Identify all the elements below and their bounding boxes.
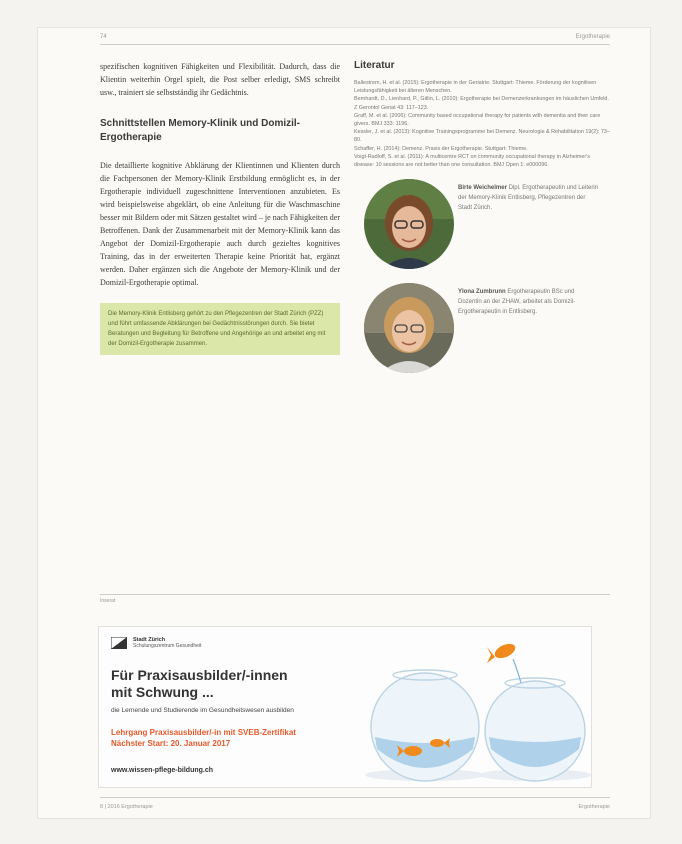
- intro-paragraph: spezifischen kognitiven Fähigkeiten und Flexibilität. Dadurch, dass die Klientin weiterhin Orgel spielt, die Post selber erledigt, SMS schreibt usw., trainiert sie selbstständig ihr Gedächtnis.: [100, 62, 340, 97]
- org-department: Schulungszentrum Gesundheit: [133, 643, 202, 649]
- literature-item: Kessler, J. et al. (2013): Kognitive Trainingsprogramme bei Demenz. Neurologie & Rehabilitation 19(2): 73–80.: [354, 129, 610, 144]
- author-bio-text: Dipl. Ergotherapeutin und Leiterin der Memory-Klinik Entlisberg, Pflegezentren der Stadt Zürich.: [458, 185, 598, 212]
- cta-line1: Lehrgang Praxisausbilder/-in mit SVEB-Zertifikat: [111, 728, 296, 737]
- ad-url-link[interactable]: www.wissen-pflege-bildung.ch: [111, 767, 214, 774]
- main-paragraph: Die detaillierte kognitive Abklärung der Klientinnen und Klienten durch die Fachpersonen der Memory-Klinik Erstbildung ermöglicht es, in der Ergotherapie individuell zugeschnittene Interventionen anzubieten. Es wird beispielsweise abgeklärt, ob eine Anleitung für die Waschmaschine besser mit Bildern oder mit Sätzen gestaltet wird – je nach Fähigkeiten der Betroffenen. Dank der Zusammenarbeit mit der Memory-Klinik kann das Angebot der Domizil-Ergotherapie auch durch gezieltes kognitives Training, das in der erweiterten Therapie keine Priorität hat, ergänzt werden. Daher ergänzen sich die Angebote der Memory-Klinik und der Domizil-Ergotherapie optimal.: [100, 161, 340, 287]
- ad-headline: [111, 667, 288, 701]
- author-bio-text: Ergotherapeutin BSc und Dozentin an der ZHAW, arbeitet als Domizil-Ergotherapeutin in Entlisberg.: [458, 289, 576, 316]
- literature-item: Ballestrem, H. et al. (2015): Ergotherapie in der Geriatrie. Stuttgart: Thieme. Förderung der kognitiven Leistungsfähigkeit bei älteren Menschen.: [354, 80, 597, 95]
- ad-call-to-action: [111, 727, 296, 749]
- literature-item: Voigt-Radloff, S. et al. (2011): A multicentre RCT on community occupational therapy in Alzheimer's disease: 10 sessions are not better than one consultation. BMJ Open 1: e000096.: [354, 153, 590, 169]
- advertisement[interactable]: [98, 626, 592, 788]
- author-card: [354, 175, 610, 273]
- literature-heading: Literatur: [354, 60, 395, 71]
- header-rule: [100, 44, 610, 45]
- zurich-logo-icon: [111, 637, 127, 649]
- section-heading: Schnittstellen Memory-Klinik und Domizil-Ergotherapie: [100, 118, 301, 143]
- literature-item: Bernhardt, D., Lienhard, P., Gitlin, L. (2010): Ergotherapie bei Demenzerkrankungen im häuslichen Umfeld. Z Gerontol Geriat 43: 117–123.: [354, 96, 609, 111]
- author-bio: [458, 183, 598, 213]
- literature-item: Schaffer, H. (2014): Demenz. Praxis der Ergotherapie. Stuttgart: Thieme.: [354, 145, 528, 152]
- author-photo: [364, 283, 454, 373]
- cta-line2: Nächster Start: 20. Januar 2017: [111, 739, 231, 748]
- footer-right: Ergotherapie: [578, 804, 610, 810]
- author-name: Birte Weichelmer: [458, 185, 507, 192]
- ad-divider: [100, 594, 610, 595]
- author-name: Ylona Zumbrunn: [458, 289, 506, 296]
- org-logo: [111, 637, 201, 649]
- running-head: Ergotherapie: [575, 34, 610, 40]
- ad-headline-line1: Für Praxisausbilder/-innen: [111, 667, 288, 683]
- magazine-page: [38, 28, 650, 818]
- org-name: Stadt Zürich: [133, 637, 166, 643]
- right-column: [354, 60, 610, 377]
- author-photo: [364, 179, 454, 269]
- footer-left: 8 | 2016 Ergotherapie: [100, 804, 153, 810]
- literature-item: Graff, M. et al. (2006): Community based occupational therapy for patients with dementia and their care givers. BMJ 333: 1196.: [354, 112, 601, 128]
- author-card: [354, 279, 610, 377]
- literature-list: [354, 79, 610, 169]
- footer-rule: [100, 797, 610, 798]
- left-column: [100, 60, 340, 355]
- page-number: 74: [100, 34, 107, 40]
- ad-subline: die Lernende und Studierende im Gesundheitswesen ausbilden: [111, 707, 294, 714]
- info-box: Die Memory-Klinik Entlisberg gehört zu den Pflegezentren der Stadt Zürich (PZZ) und führt umfassende Abklärungen bei Gedächtnisstörungen durch. Sie bietet Beratungen und Begleitung für Betroffene und Angehörige an und arbeitet eng mit der Domizil-Ergotherapie zusammen.: [100, 303, 340, 355]
- ad-label: Inserat: [100, 598, 116, 604]
- author-bio: [458, 287, 598, 317]
- ad-headline-line2: mit Schwung ...: [111, 684, 214, 700]
- fishbowl-illustration: [355, 629, 591, 787]
